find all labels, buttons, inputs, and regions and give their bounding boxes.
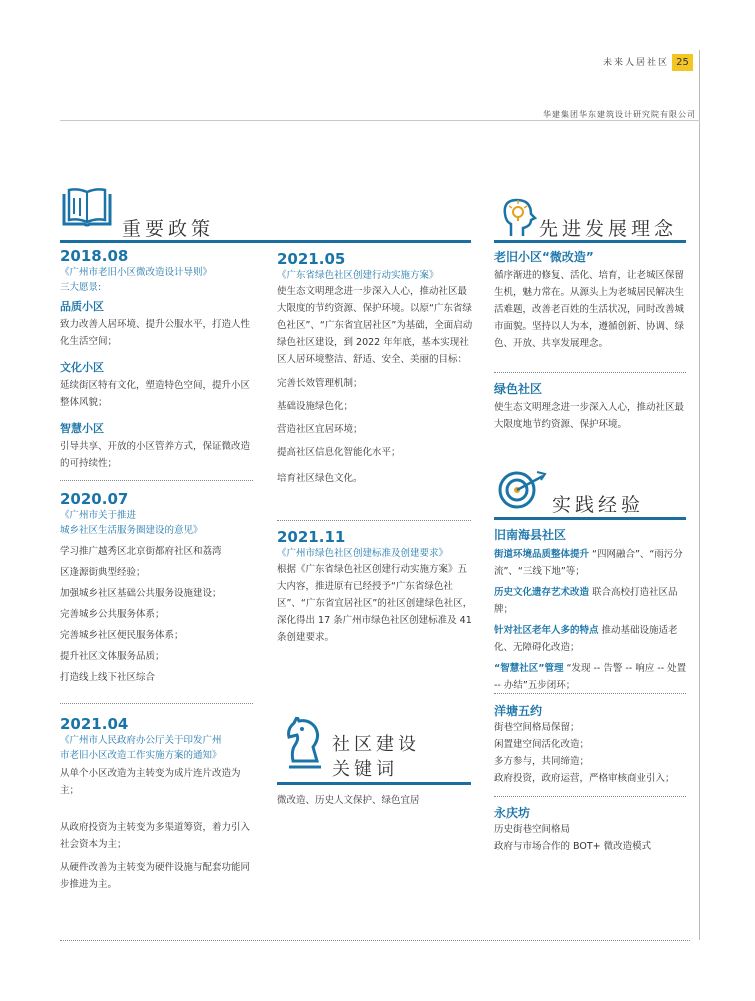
case-yongqingfang: [494, 804, 688, 855]
case-heading: 旧南海县社区: [494, 528, 567, 542]
policy-2020: [60, 490, 256, 688]
case-yangtang: [494, 702, 688, 787]
practice-bar: [494, 517, 686, 520]
policy-2018: [60, 247, 256, 472]
list-item: 打造线上线下社区综合: [60, 672, 156, 683]
practice-title: 实践经验: [552, 494, 645, 516]
list-item: 完善城乡社区便民服务体系；: [60, 630, 184, 641]
year-label: 2020.07: [60, 490, 129, 508]
case-detail: “发现 -- 告警 -- 响应 -- 处置 -- 办结”五步闭环；: [494, 663, 687, 691]
case-detail: 联合高校打造社区品牌；: [494, 587, 678, 615]
divider: [60, 703, 253, 704]
concept-text: 使生态文明理念进一步深入人心，推动社区最大限度地节约资源、保护环境。: [494, 402, 685, 430]
doc-title: 《广东省绿色社区创建行动实施方案》: [277, 270, 439, 281]
book-icon: [60, 188, 114, 236]
list-item: 从单个小区改造为主转变为成片连片改造为主；: [60, 768, 241, 796]
list-item: 从政府投资为主转变为多渠道筹资，着力引入社会资本为主；: [60, 822, 251, 850]
list-item: 闲置建空间活化改造；: [494, 739, 590, 750]
doc-title: 《广州市老旧小区微改造设计导则》: [60, 267, 213, 278]
list-item: 从硬件改善为主转变为硬件设施与配套功能同步推进为主。: [60, 862, 251, 890]
vision-text: 引导共享、开放的小区管养方式，保证微改造的可持续性；: [60, 441, 251, 469]
list-item: 街巷空间格局保留；: [494, 722, 580, 733]
list-item: 完善城乡公共服务体系；: [60, 609, 165, 620]
vision-text: 致力改善人居环境、提升公服水平，打造人性化生活空间；: [60, 319, 251, 347]
divider: [277, 520, 471, 521]
case-point: 街道环境品质整体提升: [494, 549, 590, 560]
year-label: 2018.08: [60, 247, 129, 265]
divider: [494, 372, 686, 373]
doc-title: 城乡社区生活服务圈建设的意见》: [60, 525, 203, 536]
case-heading: 洋塘五约: [494, 704, 543, 718]
list-item: 学习推广越秀区北京街都府社区和荔湾: [60, 546, 222, 557]
year-label: 2021.05: [277, 250, 346, 268]
vision-heading: 品质小区: [60, 300, 104, 313]
list-item: 基础设施绿色化；: [277, 401, 354, 412]
green-community: [494, 380, 688, 433]
doc-title: 《广州市人民政府办公厅关于印发广州: [60, 735, 222, 746]
case-detail: “四网融合”、“雨污分流”、“三线下地”等；: [494, 549, 683, 577]
concept-heading: 老旧小区“微改造”: [494, 250, 594, 264]
list-item: 营造社区宜居环境；: [277, 424, 363, 435]
section-title: 未来人居社区: [602, 58, 669, 68]
idea-head-icon: [497, 194, 541, 242]
body-text: 使生态文明理念进一步深入人心，推动社区最大限度的节约资源、保护环境。以原“广东省绿色社区”、“广东省宜居社区”为基础，全面启动绿色社区建设，到 2022 年年底，基本实现社区人居环境整洁、舒适、安全、美丽的目标：: [277, 286, 473, 365]
body-text: 根据《广东省绿色社区创建行动实施方案》五大内容，推进原有已经授予“广东省绿色社区”、“广东省宜居社区”的社区创建绿色社区，深化得出 17 条广州市绿色社区创建标准及 41 条创建要求。: [277, 564, 473, 643]
case-point: 针对社区老年人多的特点: [494, 625, 599, 636]
case-nanhai: [494, 526, 688, 694]
footer-divider: [60, 940, 690, 941]
doc-title: 《广州市绿色社区创建标准及创建要求》: [277, 548, 449, 559]
concept-bar: [494, 240, 686, 243]
page-number: 25: [672, 54, 693, 71]
vision-heading: 文化小区: [60, 361, 104, 374]
right-rule: [699, 50, 700, 940]
doc-title: 《广州市关于推进: [60, 510, 137, 521]
case-detail: 推动基础设施适老化、无障碍化改造；: [494, 625, 678, 653]
vision-heading: 智慧小区: [60, 422, 104, 435]
divider: [494, 796, 686, 797]
list-item: 政府与市场合作的 BOT+ 微改造模式: [494, 841, 652, 852]
policy-2021-11: [277, 528, 473, 646]
list-item: 培育社区绿色文化。: [277, 473, 363, 484]
target-icon: [497, 466, 547, 516]
keywords-title: 社区建设: [332, 734, 420, 755]
list-item: 提升社区文体服务品质；: [60, 651, 165, 662]
case-heading: 永庆坊: [494, 806, 531, 820]
divider: [60, 480, 253, 481]
list-item: 多方参与，共同缔造；: [494, 756, 590, 767]
doc-title: 市老旧小区改造工作实施方案的通知》: [60, 750, 222, 761]
doc-subtitle: 三大愿景:: [60, 282, 102, 293]
keywords-text: 微改造、历史人文保护、绿色宜居: [277, 795, 420, 806]
list-item: 完善长效管理机制；: [277, 378, 363, 389]
divider: [494, 693, 686, 694]
vision-text: 延续街区特有文化，塑造特色空间，提升小区整体风貌；: [60, 380, 251, 408]
case-point: 历史文化遗存艺术改造: [494, 587, 590, 598]
keywords-bar: [277, 782, 471, 785]
list-item: 历史街巷空间格局: [494, 824, 571, 835]
policy-2021-04: [60, 715, 256, 893]
concept-heading: 绿色社区: [494, 382, 543, 396]
policy-2021-05: [277, 250, 473, 490]
list-item: 加强城乡社区基础公共服务设施建设；: [60, 588, 222, 599]
concept-content: [494, 248, 688, 352]
policy-title: 重要政策: [122, 218, 215, 240]
concept-title: 先进发展理念: [539, 218, 678, 240]
header-rule: [60, 120, 700, 121]
company-name: 华建集团华东建筑设计研究院有限公司: [543, 110, 696, 119]
list-item: 区逢源街典型经验；: [60, 567, 146, 578]
year-label: 2021.11: [277, 528, 346, 546]
policy-bar: [60, 240, 471, 243]
case-point: “智慧社区”管理: [494, 663, 564, 674]
list-item: 政府投资，政府运营，严格审核商业引入；: [494, 773, 675, 784]
concept-text: 循序渐进的修复、活化、培育，让老城区保留生机，魅力常在。从源头上为老城居民解决生活难题，改善老百姓的生活状况，同时改善城市面貌。坚持以人为本，遵循创新、协调、绿色、开放、共享发展理念。: [494, 270, 685, 349]
list-item: 提高社区信息化智能化水平；: [277, 447, 401, 458]
year-label: 2021.04: [60, 715, 129, 733]
keywords-subtitle: 关键词: [332, 759, 398, 780]
chess-knight-icon: [283, 717, 327, 775]
